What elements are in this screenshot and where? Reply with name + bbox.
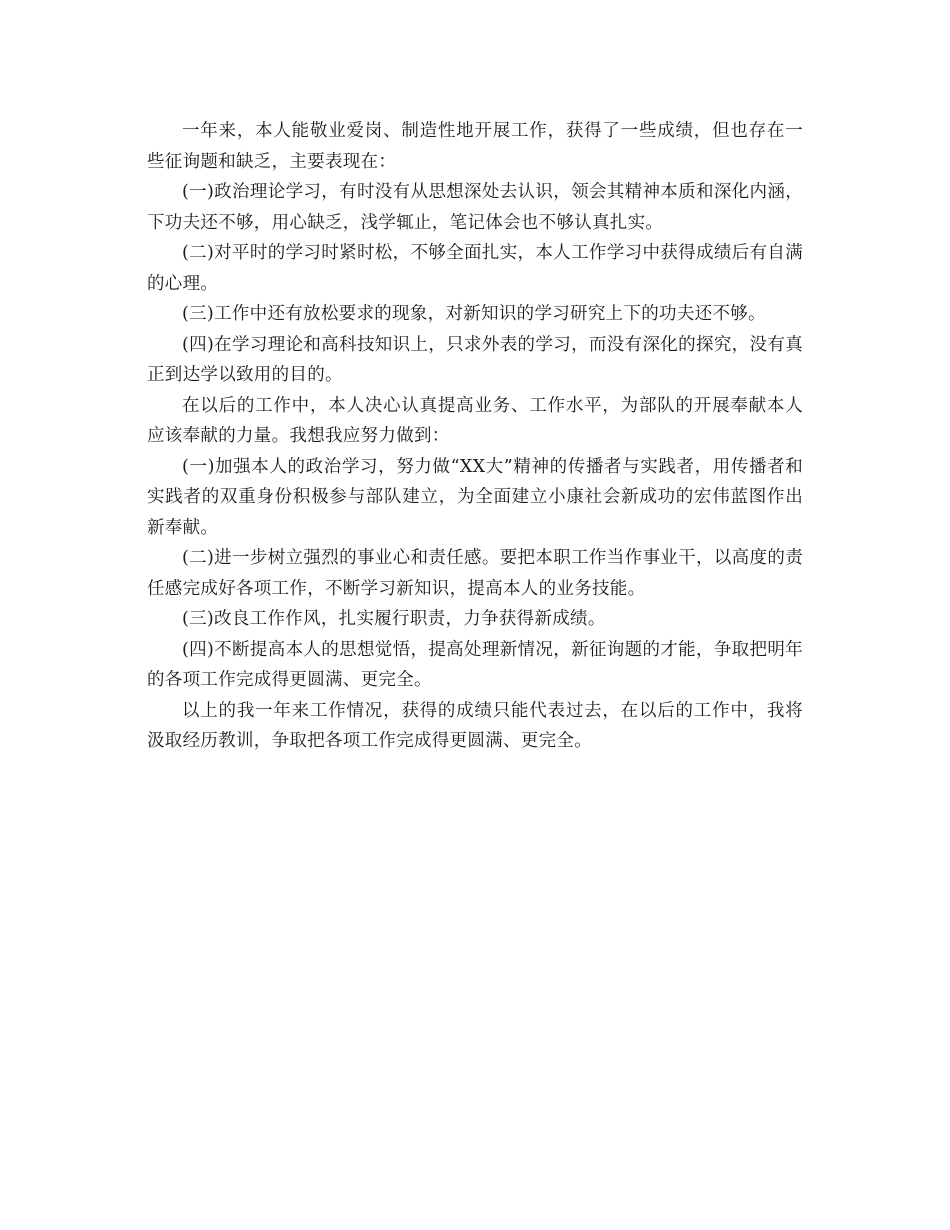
paragraph-plan-4: (四)不断提高本人的思想觉悟，提高处理新情况，新征询题的才能，争取把明年的各项工作完成得更圆满、更完全。 — [147, 639, 803, 690]
paragraph-shortcoming-1: (一)政治理论学习，有时没有从思想深处去认识，领会其精神本质和深化内涵，下功夫还不够，用心缺乏，浅学辄止，笔记体会也不够认真扎实。 — [147, 182, 803, 233]
paragraph-plan-1: (一)加强本人的政治学习，努力做“XX大”精神的传播者与实践者，用传播者和实践者的双重身份积极参与部队建立，为全面建立小康社会新成功的宏伟蓝图作出新奉献。 — [147, 456, 803, 538]
paragraph-plan-intro: 在以后的工作中，本人决心认真提高业务、工作水平，为部队的开展奉献本人应该奉献的力量。我想我应努力做到： — [147, 395, 803, 446]
document-body — [147, 116, 803, 757]
paragraph-shortcoming-2: (二)对平时的学习时紧时松，不够全面扎实，本人工作学习中获得成绩后有自满的心理。 — [147, 243, 803, 294]
paragraph-shortcoming-4: (四)在学习理论和高科技知识上，只求外表的学习，而没有深化的探究，没有真正到达学以致用的目的。 — [147, 334, 803, 385]
paragraph-intro: 一年来，本人能敬业爱岗、制造性地开展工作，获得了一些成绩，但也存在一些征询题和缺乏，主要表现在： — [147, 121, 803, 172]
paragraph-plan-2: (二)进一步树立强烈的事业心和责任感。要把本职工作当作事业干，以高度的责任感完成好各项工作，不断学习新知识，提高本人的业务技能。 — [147, 548, 803, 599]
paragraph-plan-3: (三)改良工作作风，扎实履行职责，力争获得新成绩。 — [182, 609, 606, 629]
paragraph-shortcoming-3: (三)工作中还有放松要求的现象，对新知识的学习研究上下的功夫还不够。 — [182, 304, 766, 324]
paragraph-conclusion: 以上的我一年来工作情况，获得的成绩只能代表过去，在以后的工作中，我将汲取经历教训，争取把各项工作完成得更圆满、更完全。 — [147, 700, 803, 751]
